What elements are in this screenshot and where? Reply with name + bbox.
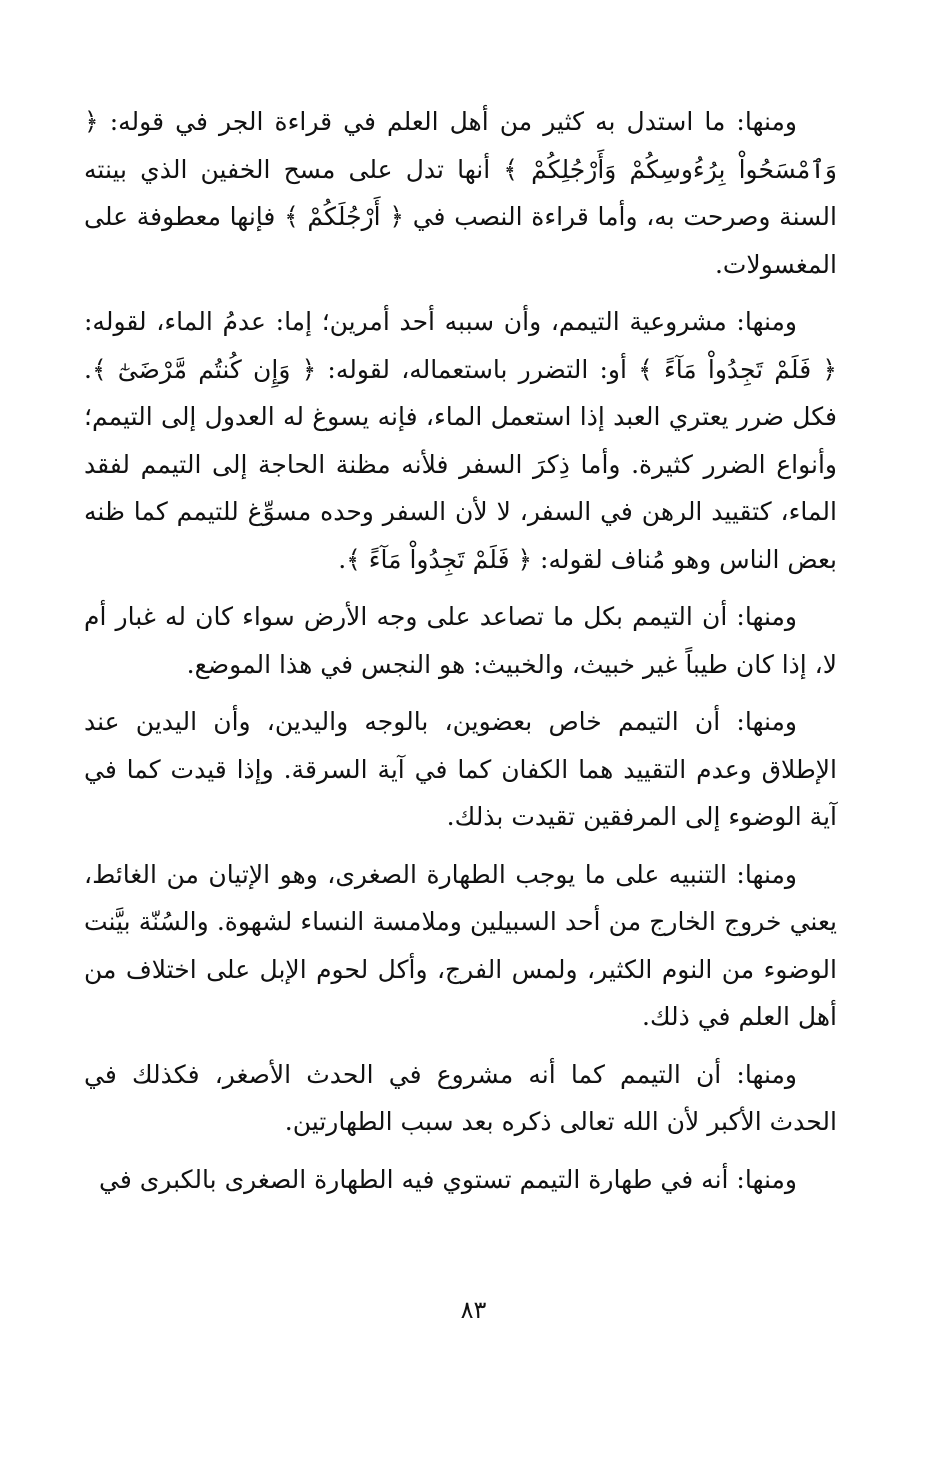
paragraph-equal-purification [84, 1156, 837, 1204]
paragraph-text: ومنها: أنه في طهارة التيمم تستوي فيه الطهارة الصغرى بالكبرى في [98, 1164, 797, 1194]
page-body-text [84, 98, 837, 1213]
page-number: ٨٣ [460, 1296, 487, 1324]
paragraph-text: ومنها: أن التيمم خاص بعضوين، بالوجه واليدين، وأن اليدين عند الإطلاق وعدم التقييد هما الكفان كما في آية السرقة. وإذا قيدت كما في آية الوضوء إلى المرفقين تقيدت بذلك. [84, 707, 837, 831]
paragraph-text: ومنها: أن التيمم كما أنه مشروع في الحدث الأصغر، فكذلك في الحدث الأكبر لأن الله تعالى ذكره بعد سبب الطهارتين. [84, 1059, 837, 1136]
paragraph-major-hadath [84, 1051, 837, 1146]
paragraph-text: ومنها: مشروعية التيمم، وأن سببه أحد أمرين؛ إما: عدمُ الماء، لقوله: ﴿ فَلَمْ تَجِدُواْ مَآءً ﴾ أو: التضرر باستعماله، لقوله: ﴿ وَإِن كُنتُم مَّرْضَىٰٓ ﴾. فكل ضرر يعتري العبد إذا استعمل الماء، فإنه يسوغ له العدول إلى التيمم؛ وأنواع الضرر كثيرة. وأما ذِكرَ السفر فلأنه مظنة الحاجة إلى التيمم لفقد الماء، كتقييد الرهن في السفر، لا لأن السفر وحده مسوِّغ للتيمم كما ظنه بعض الناس وهو مُناف لقوله: ﴿ فَلَمْ تَجِدُواْ مَآءً ﴾. [84, 307, 837, 574]
paragraph-text: ومنها: أن التيمم بكل ما تصاعد على وجه الأرض سواء كان له غبار أم لا، إذا كان طيباً غير خبيث، والخبيث: هو النجس في هذا الموضع. [84, 602, 837, 679]
paragraph-tayammum-earth [84, 593, 837, 688]
paragraph-two-limbs [84, 698, 837, 841]
paragraph-text: ومنها: ما استدل به كثير من أهل العلم في قراءة الجر في قوله: ﴿ وَٱمْسَحُواْ بِرُءُوسِكُمْ وَأَرْجُلِكُمْ ﴾ أنها تدل على مسح الخفين الذي بينته السنة وصرحت به، وأما قراءة النصب في ﴿ أَرْجُلَكُمْ ﴾ فإنها معطوفة على المغسولات. [84, 107, 837, 279]
paragraph-verse-wiping-feet [84, 98, 837, 288]
paragraph-text: ومنها: التنبيه على ما يوجب الطهارة الصغرى، وهو الإتيان من الغائط، يعني خروج الخارج من أحد السبيلين وملامسة النساء لشهوة. والسُنّة بيَّنت الوضوء من النوم الكثير، ولمس الفرج، وأكل لحوم الإبل على اختلاف من أهل العلم في ذلك. [84, 859, 837, 1031]
paragraph-minor-purification [84, 851, 837, 1041]
paragraph-tayammum-legitimacy [84, 298, 837, 583]
